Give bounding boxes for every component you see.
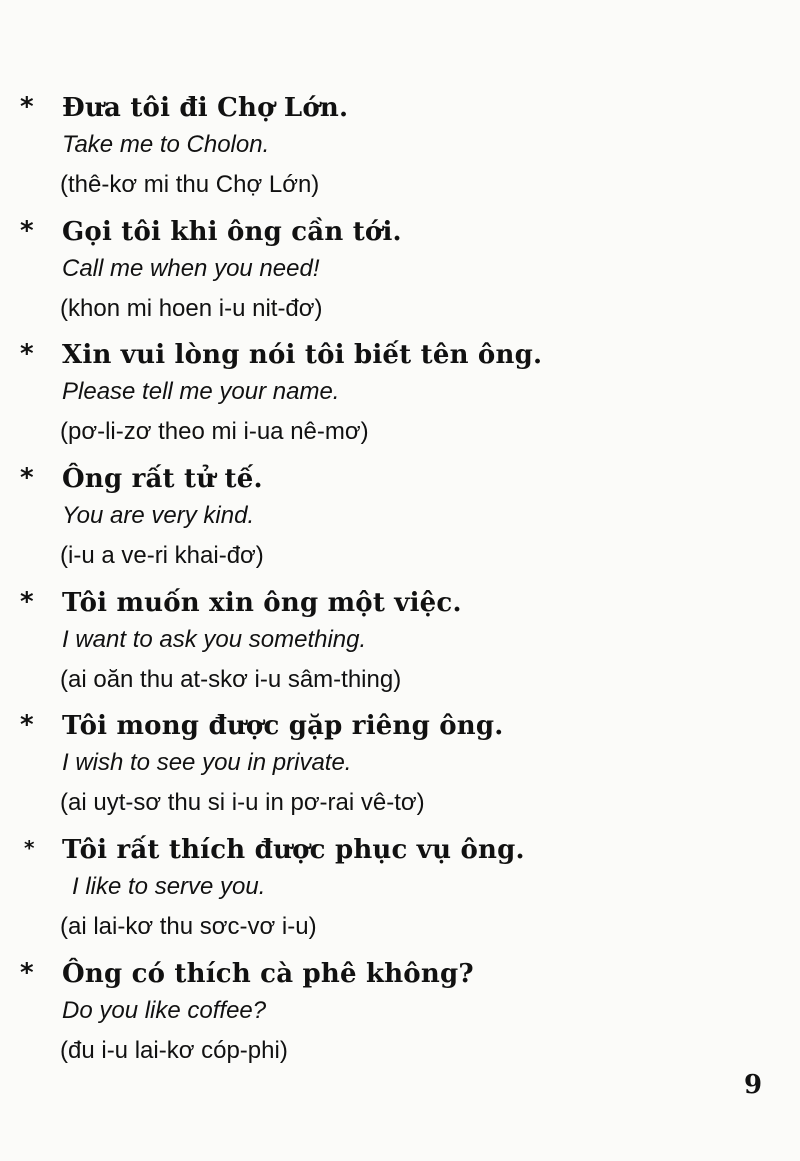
english-translation: You are very kind. xyxy=(62,502,255,529)
pronunciation-guide: (i-u a ve-ri khai-đơ) xyxy=(60,542,264,569)
pronunciation-guide: (pơ-li-zơ theo mi i-ua nê-mơ) xyxy=(60,418,369,445)
bullet-asterisk: * xyxy=(20,587,34,617)
english-translation: Take me to Cholon. xyxy=(62,131,270,158)
english-translation: Call me when you need! xyxy=(62,255,320,282)
bullet-asterisk: * xyxy=(20,339,34,369)
bullet-asterisk: * xyxy=(20,463,34,493)
pronunciation-guide: (ai oăn thu at-skơ i-u sâm-thing) xyxy=(60,666,402,693)
vietnamese-phrase: Ông rất tử tế. xyxy=(62,464,263,494)
english-translation: Do you like coffee? xyxy=(62,997,267,1024)
pronunciation-guide: (đu i-u lai-kơ cóp-phi) xyxy=(60,1037,288,1064)
bullet-asterisk: * xyxy=(20,92,34,122)
vietnamese-phrase: Ông có thích cà phê không? xyxy=(62,959,474,989)
pronunciation-guide: (ai uyt-sơ thu si i-u in pơ-rai vê-tơ) xyxy=(60,789,425,816)
vietnamese-phrase: Đưa tôi đi Chợ Lớn. xyxy=(62,93,349,123)
bullet-asterisk: * xyxy=(20,958,34,988)
vietnamese-phrase: Tôi mong được gặp riêng ông. xyxy=(62,711,504,741)
bullet-asterisk: * xyxy=(24,836,35,860)
pronunciation-guide: (ai lai-kơ thu sơc-vơ i-u) xyxy=(60,913,317,940)
english-translation: I like to serve you. xyxy=(72,873,266,900)
bullet-asterisk: * xyxy=(20,216,34,246)
english-translation: I wish to see you in private. xyxy=(62,749,352,776)
page-number: 9 xyxy=(744,1070,763,1100)
english-translation: I want to ask you something. xyxy=(62,626,367,653)
english-translation: Please tell me your name. xyxy=(62,378,340,405)
pronunciation-guide: (thê-kơ mi thu Chợ Lớn) xyxy=(60,171,320,198)
vietnamese-phrase: Tôi muốn xin ông một việc. xyxy=(62,588,462,618)
vietnamese-phrase: Tôi rất thích được phục vụ ông. xyxy=(62,835,525,865)
vietnamese-phrase: Gọi tôi khi ông cần tới. xyxy=(62,217,402,247)
pronunciation-guide: (khon mi hoen i-u nit-đơ) xyxy=(60,295,323,322)
bullet-asterisk: * xyxy=(20,710,34,740)
vietnamese-phrase: Xin vui lòng nói tôi biết tên ông. xyxy=(62,340,543,370)
